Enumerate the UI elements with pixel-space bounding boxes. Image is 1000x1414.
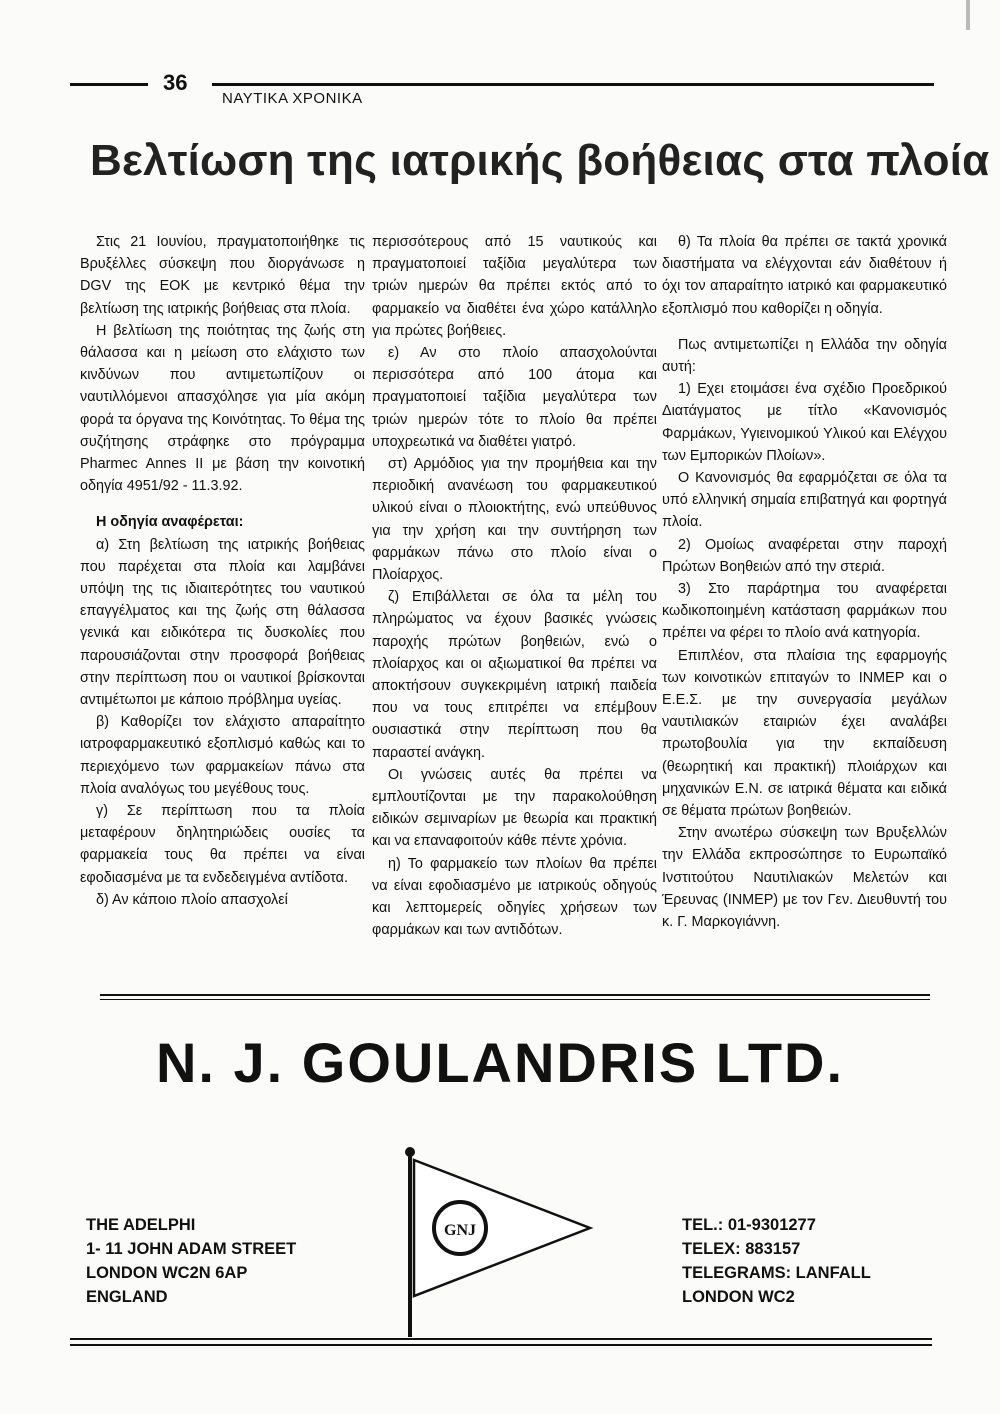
advert-bottom-rule	[70, 1338, 932, 1346]
paragraph: 3) Στο παράρτημα του αναφέρεται κωδικοποιημένη κατάσταση φαρμάκων που πρέπει να φέρει το πλοίο ανά κατηγορία.	[662, 581, 947, 642]
page-number: 36	[163, 70, 188, 95]
paragraph: Πως αντιμετωπίζει η Ελλάδα την οδηγία αυτή:	[662, 336, 947, 376]
paragraph: γ) Σε περίπτωση που τα πλοία μεταφέρουν δηλητηριώδεις ουσίες τα φαρμακεία τους θα πρέπει να είναι εφοδιασμένα με τα ενδεδειγμένα αντίδοτα.	[80, 803, 365, 886]
address-line: LONDON WC2N 6AP	[86, 1264, 248, 1282]
address-line: 1- 11 JOHN ADAM STREET	[86, 1240, 297, 1258]
article-title: Βελτίωση της ιατρικής βοήθειας στα πλοία	[90, 136, 990, 185]
paragraph: ε) Αν στο πλοίο απασχολούνται περισσότερα από 100 άτομα και πραγματοποιεί ταξίδια μεγαλύτερα των τριών ημερών τότε το πλοίο θα πρέπει υποχρεωτικά να διαθέτει γιατρό.	[372, 345, 657, 450]
paragraph: Η βελτίωση της ποιότητας της ζωής στη θάλασσα και η μείωση στο ελάχιστο των κινδύνων που αντιμετωπίζουν οι ναυτιλλόμενοι απασχόλησε για μία ακόμη φορά τα όργανα της Κοινότητας. Το θέμα της συζήτησης στράφηκε στο πρόγραμμα Pharmec Annes II με βάση την κοινοτική οδηγία 4951/92 - 11.3.92.	[80, 322, 365, 495]
advert-top-rule	[100, 994, 930, 1000]
logo-letters: GNJ	[444, 1222, 476, 1239]
paragraph: β) Καθορίζει τον ελάχιστο απαραίτητο ιατροφαρμακευτικό εξοπλισμό καθώς και το περιεχόμενο των φαρμακείων πάνω στα πλοία αναλόγως του μεγέθους τους.	[80, 714, 365, 797]
paragraph: θ) Τα πλοία θα πρέπει σε τακτά χρονικά διαστήματα να ελέγχονται εάν διαθέτουν ή όχι τον απαραίτητο ιατρικό και φαρμακευτικό εξοπλισμό που καθορίζει η οδηγία.	[662, 234, 947, 317]
subheading: Η οδηγία αναφέρεται:	[96, 514, 244, 531]
paragraph: 2) Ομοίως αναφέρεται στην παροχή Πρώτων Βοηθειών από την στεριά.	[662, 536, 947, 575]
paragraph: Ο Κανονισμός θα εφαρμόζεται σε όλα τα υπό ελληνική σημαία επιβατηγά και φορτηγά πλοία.	[662, 470, 947, 531]
scan-edge-mark	[966, 0, 970, 30]
company-address	[86, 1213, 296, 1309]
contact-line: TELEX: 883157	[682, 1240, 801, 1258]
company-name: N. J. GOULANDRIS LTD.	[155, 1031, 845, 1094]
article-column-3	[662, 231, 947, 933]
paragraph: η) Το φαρμακείο των πλοίων θα πρέπει να είναι εφοδιασμένο με ιατρικούς οδηγούς και λεπτομερείς οδηγίες χρήσεων των φαρμάκων και των αντιδότων.	[372, 855, 657, 939]
section-title: ΝΑΥΤΙΚΑ ΧΡΟΝΙΚΑ	[222, 90, 363, 107]
paragraph: περισσότερους από 15 ναυτικούς και πραγματοποιεί ταξίδια μεγαλύτερα των τριών ημερών θα πρέπει εκτός από το φαρμακείο να διαθέτει ένα χώρο κατάλληλο για πρώτες βοήθειες.	[372, 234, 657, 339]
contact-line: TEL.: 01-9301277	[682, 1216, 816, 1234]
address-line: THE ADELPHI	[86, 1216, 196, 1234]
header-rule-left	[70, 83, 148, 86]
article-column-1	[80, 231, 365, 911]
company-flag-logo	[390, 1142, 630, 1347]
header-rule-right	[212, 83, 934, 86]
paragraph: Στις 21 Ιουνίου, πραγματοποιήθηκε τις Βρυξέλλες σύσκεψη που διοργάνωσε η DGV της ΕΟΚ με κεντρικό θέμα την βελτίωση της ιατρικής βοήθειας στα πλοία.	[80, 234, 365, 317]
article-column-2	[372, 231, 657, 942]
paragraph: 1) Εχει ετοιμάσει ένα σχέδιο Προεδρικού Διατάγματος με τίτλο «Κανονισμός Φαρμάκων, Υγιεινομικού Υλικού και Ελέγχου των Εμπορικών Πλοίων».	[662, 381, 947, 464]
paragraph: Οι γνώσεις αυτές θα πρέπει να εμπλουτίζονται με την παρακολούθηση ειδικών σεμιναρίων με θεωρία και πρακτική και να επαναφοιτούν κάθε πέντε χρόνια.	[372, 766, 657, 850]
contact-line: LONDON WC2	[682, 1288, 795, 1306]
contact-line: TELEGRAMS: LANFALL	[682, 1264, 871, 1282]
paragraph: ζ) Επιβάλλεται σε όλα τα μέλη του πληρώματος να έχουν βασικές γνώσεις παροχής πρώτων βοηθειών, ενώ ο πλοίαρχος και οι αξιωματικοί θα πρέπει να αποκτήσουν συγκεκριμένη ιατρική παιδεία που να τους επιτρέπει να επέμβουν ουσιαστικά στην περίπτωση που θα παραστεί ανάγκη.	[372, 589, 657, 761]
paragraph: Στην ανωτέρω σύσκεψη των Βρυξελλών την Ελλάδα εκπροσώπησε το Ευρωπαϊκό Ινστιτούτου Ναυτιλιακών Μελετών και Έρευνας (INMEP) με τον Γεν. Διευθυντή του κ. Γ. Μαρκογιάννη.	[662, 825, 947, 931]
paragraph: Επιπλέον, στα πλαίσια της εφαρμογής των κοινοτικών επιταγών το INMEP και ο Ε.Ε.Σ. με την συνεργασία μεγάλων ναυτιλιακών εταιριών έχει αναλάβει πρωτοβουλία για την εκπαίδευση (θεωρητική και πρακτική) πλοιάρχων και μηχανικών Ε.Ν. σε ιατρικά θέματα και ειδικά σε θέματα πρώτων βοηθειών.	[662, 647, 947, 820]
company-contact	[682, 1213, 871, 1309]
paragraph: δ) Αν κάποιο πλοίο απασχολεί	[96, 891, 288, 908]
paragraph: στ) Αρμόδιος για την προμήθεια και την περιοδική ανανέωση του φαρμακευτικού υλικού είναι ο πλοιοκτήτης, ενώ υπεύθυνος για την χρήση και την συντήρηση των φαρμάκων πάνω στο πλοίο είναι ο Πλοίαρχος.	[372, 456, 657, 584]
address-line: ENGLAND	[86, 1288, 168, 1306]
paragraph: α) Στη βελτίωση της ιατρικής βοήθειας που παρέχεται στα πλοία και λαμβάνει υπόψη της τις ιδιαιτερότητες του ναυτικού επαγγέλματος και της ζωής στη θάλασσα γενικά και ειδικότερα τις δυσκολίες που παρουσιάζονται στην προσφορά βοήθειας στην περίπτωση που οι ναυτικοί βρίσκονται αντιμέτωποι με κάποιο πρόβλημα υγείας.	[80, 536, 365, 709]
